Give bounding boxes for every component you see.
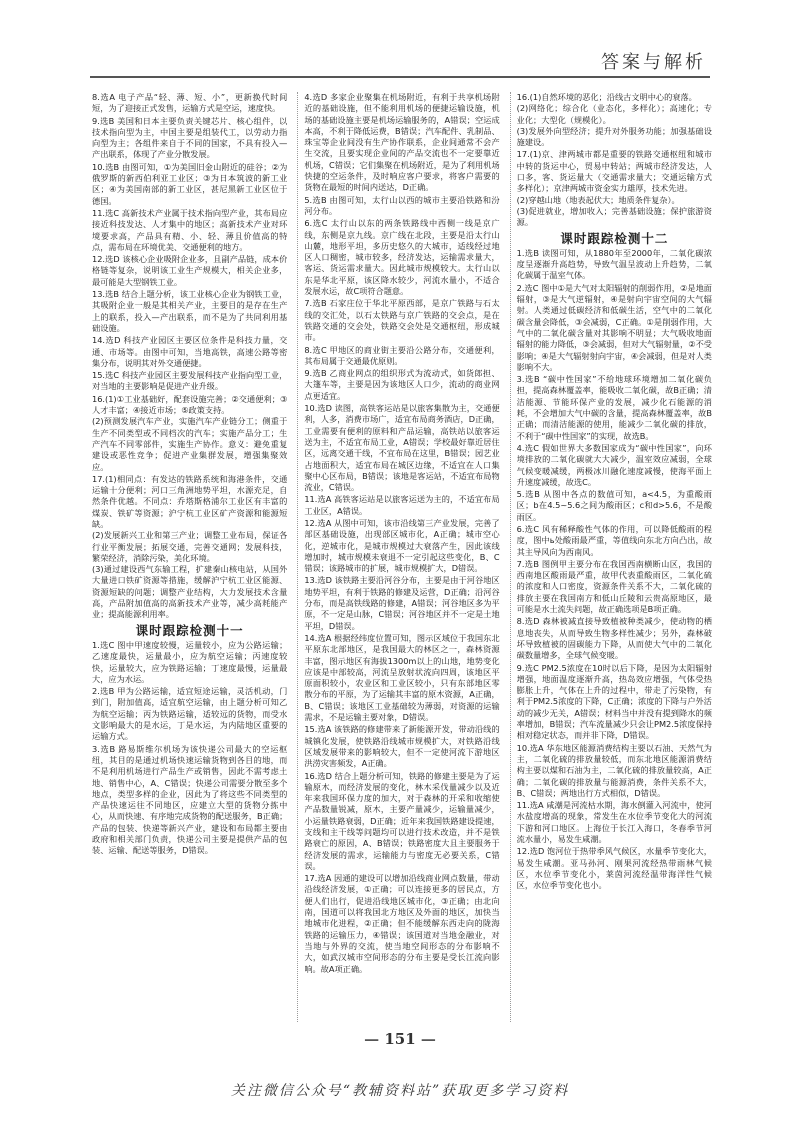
column-1 <box>92 92 287 1022</box>
page-number-dash-right: — <box>420 1030 436 1048</box>
answer-entry: 11.选A 咸潮是河流枯水期，海水倒灌入河流中，使河水盐度增高的现象，常发生在水位季节变化大的河流下游和河口地区。上海位于长江入海口，冬春季节河流水量小，易发生咸潮。 <box>516 800 712 844</box>
answer-entry: 10.选A 华东地区能源消费结构主要以石油、天然气为主，二氧化硫的排放量较低，而东北地区能源消费结构主要以煤和石油为主，二氧化硫的排放量较高，A正确；二氧化碳的排放量与能源消费，条件关系不大，B、C错误；两地出行方式相似，D错误。 <box>516 742 712 798</box>
answer-entry: 1.选C 图中甲速度较慢，运量较小，应为公路运输；乙速度最快，运量最小，应为航空运输；丙速度较快，运量较大，应为铁路运输；丁速度最慢，运量最大，应为水运。 <box>92 639 288 684</box>
section-title: 课时跟踪检测十二 <box>560 230 669 246</box>
answer-entry: 8.选D 森林被减直接导致植被种类减少，使动物的栖息地丧失，从而导致生物多样性减少；另外，森林破坏导致植被的固碳能力下降，从而使大气中的二氧化碳数量增多，全球气候变暖。 <box>516 616 712 661</box>
answer-entry: 3.选B 路易斯维尔机场为该快递公司最大的空运枢纽，其目的是通过机场快速运输货物到各目的地，而不是利用机场进行产品生产或销售，因此不需考虑土地、销售中心，A、C错误；快递公司需要分散至多个地点，类型多样的企业，因此为了将这些不同类型的产品快速运往不同地区，应建立大型的货物分拣中心，从而快速、有序地完成货物的配送服务，B正确；产品的包装、快递等新兴产业，建设和布局都主要由政府和相关部门负责，快递公司主要是提供产品的包装、运输、配送等服务，D错误。 <box>92 743 288 856</box>
answer-entry: 2.选C 图中①是大气对太阳辐射的削弱作用，②是地面辐射，③是大气逆辐射，④是射向宇宙空间的大气辐射。人类通过低碳经济和低碳生活，空气中的二氧化碳含量会降低，③会减弱，C正确。①是削弱作用，大气中的二氧化碳含量对其影响不明显；大气吸收地面辐射的能力降低，③会减弱，但对大气辐射量，②不受影响；④是大气辐射射向宇宙，④会减弱，但是对人类影响不大。 <box>516 282 712 372</box>
answer-entry: 8.选A 电子产品“轻、薄、短、小”，更新换代时间短，为了迎接正式发售，运输方式是空运，速度快。 <box>92 92 288 114</box>
answer-entry: 15.选C 科技产业园区主要发展科技产业指向型工业，对当地的主要影响是促进产业升级。 <box>92 370 288 392</box>
answer-entry: 9.选B 乙商业网点的组织形式为流动式，如货郎担、大篷车等，主要是因为该地区人口少，流动的商业网点更适宜。 <box>304 368 500 401</box>
section-title: 课时跟踪检测十一 <box>135 622 244 638</box>
answer-entry: 5.选B 由图可知，太行山以西的城市主要沿铁路和汾河分布。 <box>304 194 500 216</box>
page-number-dash-left: — <box>364 1030 380 1048</box>
answer-entry: 12.选D 该核心企业吸附企业多，且副产品链，成本价格链等复杂，说明该工业生产规模大，相关企业多，最可能是大型钢铁工业。 <box>92 254 288 287</box>
answer-entry: 9.选C PM2.5浓度在10时以后下降，是因为太阳辐射增强，地面温度逐渐升高，热岛效应增强，气体受热膨胀上升，气体在上升的过程中，带走了污染物，有利于PM2.5浓度的下降，C正确；浓度的下降与户外活动的减少无关，A错误；材料当中并没有提到降水的频率增加，B错误；汽车流量减少只会让PM2.5浓度保持相对稳定状态，而并非下降，D错误。 <box>516 662 712 741</box>
column-2 <box>297 92 499 1022</box>
header-title: 答案与解析 <box>601 52 706 73</box>
page-number-value: 151 <box>384 1030 416 1048</box>
answer-entry: 6.选C 太行山以东的两条铁路线中西侧一线是京广线，东侧是京九线。京广线在北段，主要是沿太行山山麓，地形平坦，多历史悠久的大城市，适线经过地区人口稠密，城市较多，经济发达，运输需求量大，客运、货运需求量大。因此城市规模较大。太行山以东是华北平原，该区降水较少，河流水量小，不适合发展水运，故C项符合题意。 <box>304 218 500 297</box>
answer-entry: 13.选D 该铁路主要沿河谷分布，主要是由于河谷地区地势平坦，有利于铁路的修建及运营，D正确；沿河谷分布，而是高铁线路的修建，A错误；河谷地区多为平原，不一定是山脉，C错误；河谷地区并不一定是土地平坦，D错误。 <box>304 575 500 631</box>
answer-entry: 14.选D 科技产业园区主要区位条件是科技力量，交通、市场等。由图中可知，当地高铁，高速公路等密集分布，说明其对外交通便捷。 <box>92 335 288 368</box>
page-number <box>0 1030 800 1048</box>
answer-entry: 6.选C 风有稀释酸性气体的作用，可以降低酸雨的程度，图中ь处酸雨最严重，等值线向东北方向凸出，故其主导风向为西南风。 <box>516 523 712 557</box>
answer-entry: 17.(1)相同点：有发达的铁路系统和海港条件，交通运输十分便利；河口三角洲地势平坦，水源充足，自然条件优越。不同点：乔塔斯格浦尔工业区有丰富的煤炭、铁矿等资源；沪宁杭工业区矿产资源和能源短缺。 (2)发展新兴工业和第三产业；调整工业布局，保证各行业平衡发展；拓展交通，完善交通网；发展科技，繁荣经济，消除污染，美化环境。 (3)通过建设西气东输工程，扩建秦山核电站，从国外大量进口铁矿资源等措施，缓解沪宁杭工业区能源、资源短缺的问题；调整产业结构，大力发展技术含量高，产品附加值高的高新技术产业等，减少高耗能产业；提高能源利用率。 <box>92 473 288 620</box>
answer-entry: 8.选C 甲地区的商业街主要沿公路分布，交通便利，其布局属于交通最优原则。 <box>304 344 500 366</box>
answer-entry: 9.选B 美国和日本主要负责关键芯片、核心组件，以技术指向型为主，中国主要是组装代工，以劳动力指向型为主；各组件来自于不同的国家，不具有投入—产出联系，体现了产业分散发展。 <box>92 115 288 160</box>
answer-entry: 10.选B 由图可知，①为美国旧金山附近的硅谷；②为俄罗斯的新西伯利亚工业区；③为日本筑波的新工业区；④为美国南部的新工业区，甚尼黑新工业区位于德国。 <box>92 161 288 206</box>
answer-entry: 12.选D 饱河位于热带季风气候区，水量季节变化大，易发生咸潮。亚马孙河、刚果河流经热带雨林气候区，水位季节变化小，莱茵河流经温带海洋性气候区，水位季节变化也小。 <box>516 846 712 891</box>
footer-note: 关注微信公众号“教辅资料站”获取更多学习资料 <box>230 1083 570 1099</box>
answer-entry: 11.选A 高铁客运站是以旅客运送为主的，不适宜布局工业区，A错误。 <box>304 494 500 516</box>
page-header <box>90 42 710 78</box>
answer-entry: 17.选A 因通的建设可以增加沿线商业网点数量，带动沿线经济发展，①正确；可以连接更多的居民点，方便人们出行，促进沿线地区城市化，③正确；由北向南，国道可以将我国北方地区及外面的地区，加快当地城市化进程，②正确；但不能缓解东西走向的陇海铁路的运输压力，④错误；该国道对当地金融业，对当地与外界的交流，使当地空间形态的分布影响不大，如武汉城市空间形态的分布主要是受长江流向影响。故A项正确。 <box>304 873 500 974</box>
answer-entry: 12.选A 从图中可知，该市沿线第三产业发展，完善了部区基础设施，出现部区城市化，A正确；城市空心化，逆城市化，是城市规模过大衰落产生，因此该线增加时，城市规模未衰退不一定引起这些变化，B、C错误；该路城市的扩展，城市规模扩大，D错误。 <box>304 517 500 574</box>
answer-entry: 1.选B 读图可知，从1880年至2000年，二氧化碳浓度呈逐渐升高趋势，导致气温呈波动上升趋势，二氧化碳属于温室气体。 <box>516 247 712 281</box>
answer-entry: 17.(1)京、津两城市都是重要的铁路交通枢纽和城市中转的货运中心，贸易中转站；两城市经济发达，人口多，客、货运量大（交通需求量大；交通运输方式多样化）；京津两城市资金实力雄厚，技术先进。 (2)穿越山地（地表起伏大；地质条件复杂）。 (3)促进就业，增加收入；完善基础设施；保护旅游资源。 <box>516 149 712 228</box>
answer-entry: 14.选A 根据经纬度位置可知，图示区域位于我国东北平原东北部地区，是我国最大的林区之一，森林资源丰富，图示地区有海拔1300m以上的山地，地势变化应该是中部较高，河流呈放射状流向四周，该地区平原面积较小，农业区和工业区较小，只有东部地区零散分布的平原，为了运输其丰富的原木资源，A正确，B、C错误；该地区工业基础较为薄弱，对资源的运输需求，不是运输主要对象，D错误。 <box>304 632 500 723</box>
answer-entry: 16.选D 结合上题分析可知，铁路的修建主要是为了运输原木，而经济发展的变化，林木采伐量减少以及近年来我国环保力度的加大，对于森林的开采和收缩使产品数量锐减，原木，主要产量减少，运输量减少，小运量铁路衰弱，D正确；近年来我国铁路建设提速，支线和主干线等问题均可以进行技术改造，并不是铁路衰亡的原因，A、B错误；铁路密度大且主要服务于经济发展的需求，运输能力与密度无必要关系，C错误。 <box>304 770 500 871</box>
answer-entry: 4.选C 假如世界大多数国家成为“碳中性国家”，向环境排放的二氧化碳就大大减少，温室效应减弱，全球气候变暖减缓，两极冰川融化速度减慢，使海平面上升速度减缓，故选C。 <box>516 442 712 487</box>
answer-entry: 11.选C 高新技术产业属于技术指向型产业，其布局应接近科技发达、人才集中的地区；高新技术产业对环境要求高，产品具有精、小、轻、薄且价值高的特点，需布局在环境优美、交通便利的地方。 <box>92 207 288 252</box>
answer-columns <box>92 92 712 1022</box>
answer-entry: 10.选D 读图，高铁客运站是以旅客集散为主，交通便利，人多，消费市场广，适宜布局商务酒店，D正确，工业需要有便利的原料和产品运输，高铁站以旅客运送为主，不适宜布局工业，A错误；学校最好靠近居住区，远离交通干线，不宜布局在这里，B错误；园艺业占地面积大，适宜布局在城区边缘，不适宜在人口集聚中心区布局，B错误；该地是客运站，不适宜布局物流业，C错误。 <box>304 403 500 493</box>
answer-entry: 2.选B 甲为公路运输，适宜短途运输，灵活机动，门到门，附加值高，适宜航空运输，由上题分析可知乙为航空运输；丙为铁路运输，适较远的货物，而受水文影响最大的是水运，丁是水运，为内陆地区重要的运输方式。 <box>92 686 288 742</box>
column-3 <box>510 92 712 1022</box>
answer-entry: 4.选D 多家企业聚集在机场附近，有利于共享机场附近的基础设施，但不能利用机场的便捷运输设施，机场的基础设施主要是机场运输服务的，A错误；空运成本高，不利于降低运费，B错误；汽车配件、乳制品、珠宝等企业间没有生产协作联系，企业间通常不会产生交流，且要实现企业间的产品交流也不一定要靠近机场，C错误；它们集聚在机场附近，是为了利用机场快捷的空运条件，及时响应客户要求，将客户需要的货物在最短的时间内送达，D正确。 <box>304 92 500 193</box>
answer-entry: 5.选B 从图中各点的数值可知，a<4.5，为重酸雨区；b在4.5~5.6之间为酸雨区；c和d>5.6，不是酸雨区。 <box>516 489 712 522</box>
answer-entry: 7.选B 石家庄位于华北平原西部，是京广铁路与石太线的交汇处，以石太铁路与京广铁路的交会点，是在铁路交通的交会处，铁路交会处是交通枢纽，形成城市。 <box>304 298 500 343</box>
answer-entry: 16.(1)自然环境的恶化；沿线古文明中心的衰落。 (2)网络化；综合化（业态化，多样化）；高速化；专业化；大型化（规模化）。 (3)发展外向型经济；提升对外服务功能；加强基础设施建设。 <box>516 92 712 148</box>
answer-entry: 7.选B 图例甲主要分布在我国西南横断山区，我国的西南地区酸雨最严重，故甲代表重酸雨区，二氧化硫的浓度和人口密度，资源条件关系不大，二氧化硫的排放主要在我国南方和低山丘陵和云贵高原地区，最可能是水土流失问题，故正确选项是B项正确。 <box>516 558 712 615</box>
answer-entry: 13.选B 结合上题分析，该工业核心企业为钢铁工业，其吸附企业一般是其相关产业，主要目的是存在生产上的联系，投入—产出联系，而不是为了共同利用基础设施。 <box>92 289 288 333</box>
answer-entry: 3.选B “碳中性国家”不给地球环境增加二氧化碳负担，提高森林覆盖率，能吸收二氧化碳，故B正确；清洁能源、节能环保产业的发展，减少化石能源的消耗，不会增加大气中碳的含量，提高森林覆盖率，故B正确；而清洁能源的使用，能减少二氧化碳的排放，不利于“碳中性国家”的实现，故选B。 <box>516 374 712 441</box>
answer-entry: 16.(1)①工业基础好，配套设施完善；②交通便利；③人才丰富；④接近市场；⑤政策支持。 (2)预测发展汽车产业，实施汽车产业链分工；侧重于生产不同类型或不同档次的汽车；实施产品分工；生产汽车不同零部件，实施生产协作。意义：避免重复建设或恶性竞争；促进产业集群发展，增强集聚效应。 <box>92 393 288 472</box>
answer-entry: 15.选A 该铁路的修建带来了新能源开发，带动沿线的城镇化发展，使铁路沿线城市规模扩大，对铁路沿线区域发展带来的影响较大，但不一定使河流下游地区洪涝灾害频发，A正确。 <box>304 724 500 769</box>
